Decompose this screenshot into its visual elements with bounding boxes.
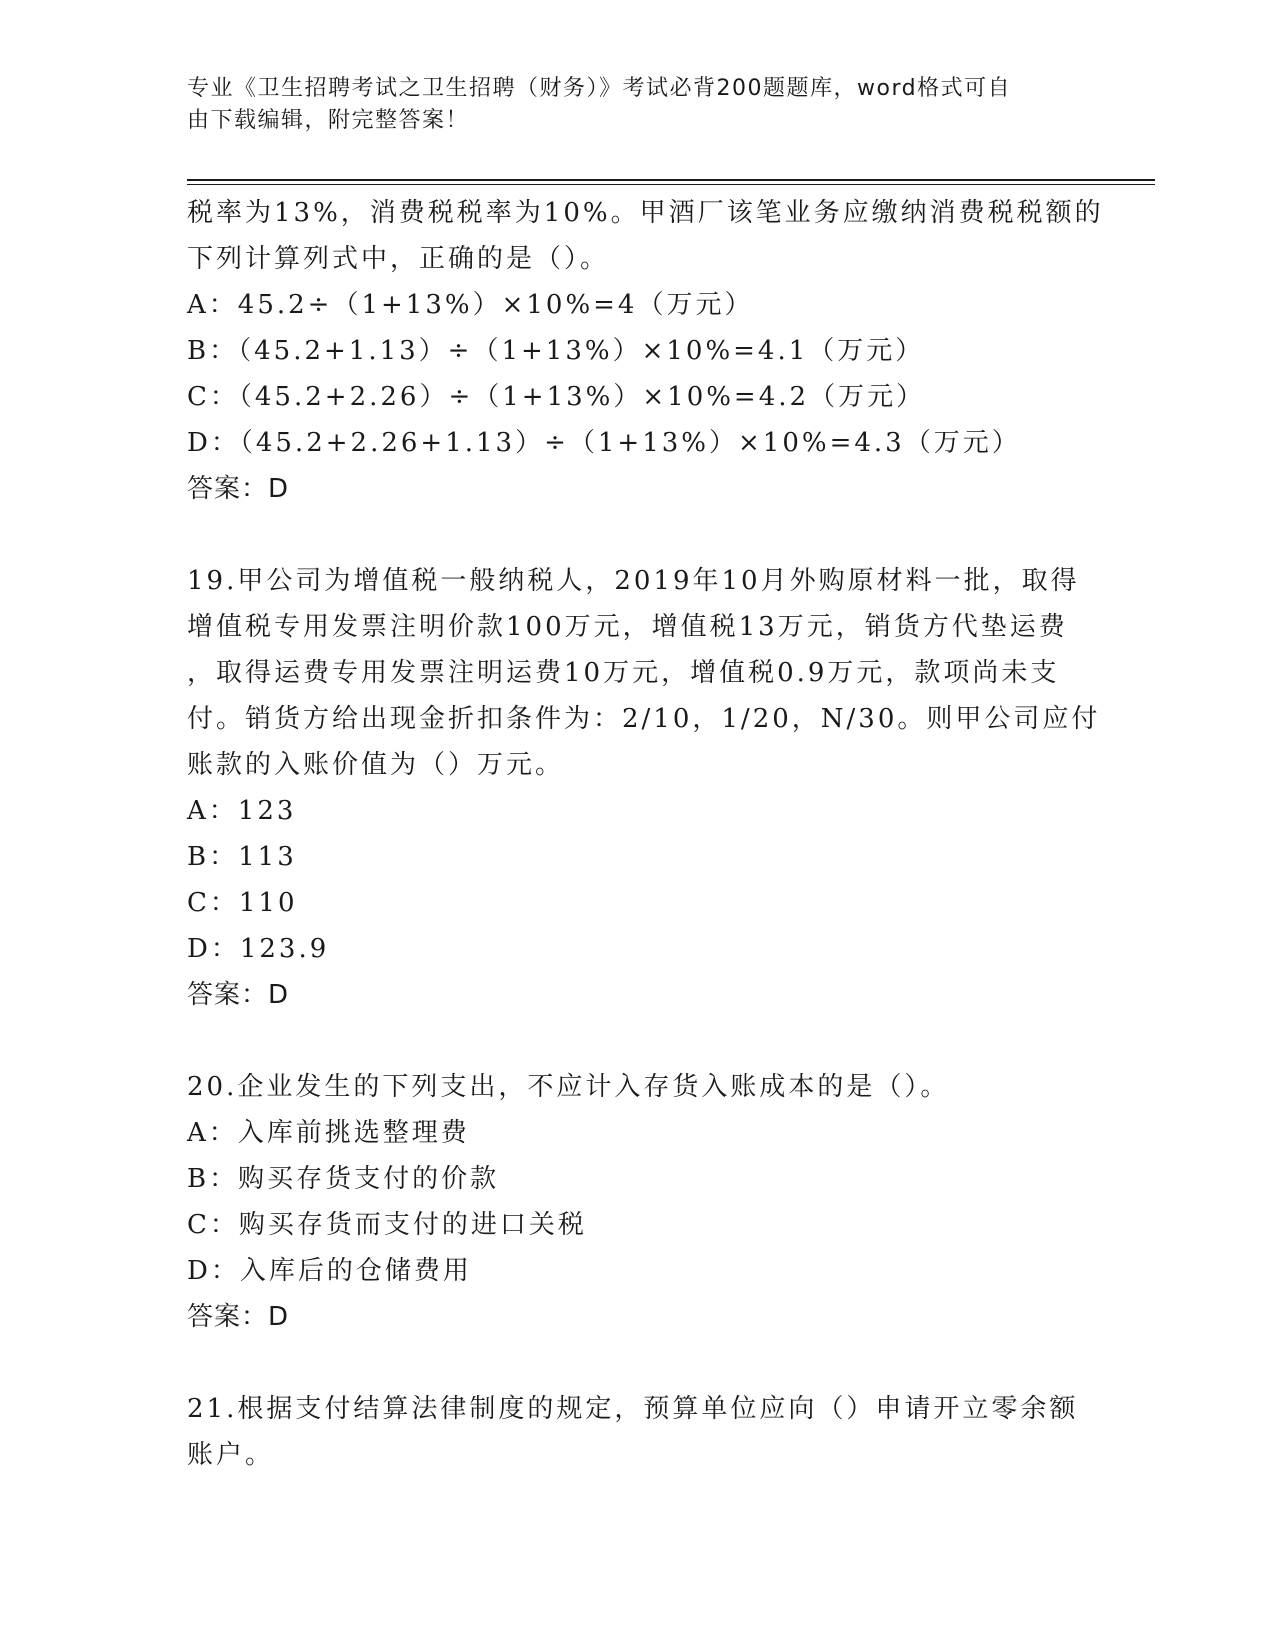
question-text-line: 19.甲公司为增值税一般纳税人，2019年10月外购原材料一批，取得 [187, 566, 1080, 596]
header-divider-thin [187, 184, 1155, 185]
spacer [187, 1340, 1087, 1386]
option-d: D：123.9 [187, 934, 330, 964]
question-text-line: 20.企业发生的下列支出，不应计入存货入账成本的是（）。 [187, 1072, 950, 1102]
answer-line: 答案：D [187, 980, 290, 1010]
option-b: B：113 [187, 842, 297, 872]
option-a: A：入库前挑选整理费 [187, 1118, 470, 1148]
question-text-line: 付。销货方给出现金折扣条件为：2/10，1/20，N/30。则甲公司应付 [187, 704, 1101, 734]
question-21 [187, 1386, 1087, 1478]
document-header [187, 73, 1087, 137]
option-b: B：（45.2+1.13）÷（1+13%）×10%=4.1（万元） [187, 336, 925, 366]
option-d: D：入库后的仓储费用 [187, 1256, 472, 1286]
question-20 [187, 1064, 1087, 1340]
answer-line: 答案：D [187, 1302, 290, 1332]
question-text-line: 税率为13%，消费税税率为10%。甲酒厂该笔业务应缴纳消费税税额的 [187, 198, 1104, 228]
option-c: C：110 [187, 888, 298, 918]
option-b: B：购买存货支付的价款 [187, 1164, 500, 1194]
option-a: A：123 [187, 796, 297, 826]
question-text-line: 下列计算列式中，正确的是（）。 [187, 244, 610, 274]
question-text-line: 21.根据支付结算法律制度的规定，预算单位应向（）申请开立零余额 [187, 1394, 1079, 1424]
option-d: D：（45.2+2.26+1.13）÷（1+13%）×10%=4.3（万元） [187, 428, 1021, 458]
question-text-line: 账户。 [187, 1440, 275, 1470]
question-text-line: 账款的入账价值为（）万元。 [187, 750, 565, 780]
document-body [187, 190, 1104, 1478]
option-c: C：购买存货而支付的进口关税 [187, 1210, 587, 1240]
header-divider-thick [187, 179, 1155, 181]
header-line-1: 专业《卫生招聘考试之卫生招聘（财务）》考试必背200题题库，word格式可自 [187, 76, 1012, 101]
answer-line: 答案：D [187, 474, 290, 504]
question-19 [187, 558, 1101, 1018]
option-c: C：（45.2+2.26）÷（1+13%）×10%=4.2（万元） [187, 382, 926, 412]
spacer [187, 1018, 1087, 1064]
header-line-2: 由下载编辑，附完整答案！ [187, 108, 470, 133]
question-18 [187, 190, 1104, 512]
spacer [187, 512, 1087, 558]
option-a: A：45.2÷（1+13%）×10%=4（万元） [187, 290, 754, 320]
question-text-line: 增值税专用发票注明价款100万元，增值税13万元，销货方代垫运费 [187, 612, 1068, 642]
question-text-line: ，取得运费专用发票注明运费10万元，增值税0.9万元，款项尚未支 [187, 658, 1060, 688]
